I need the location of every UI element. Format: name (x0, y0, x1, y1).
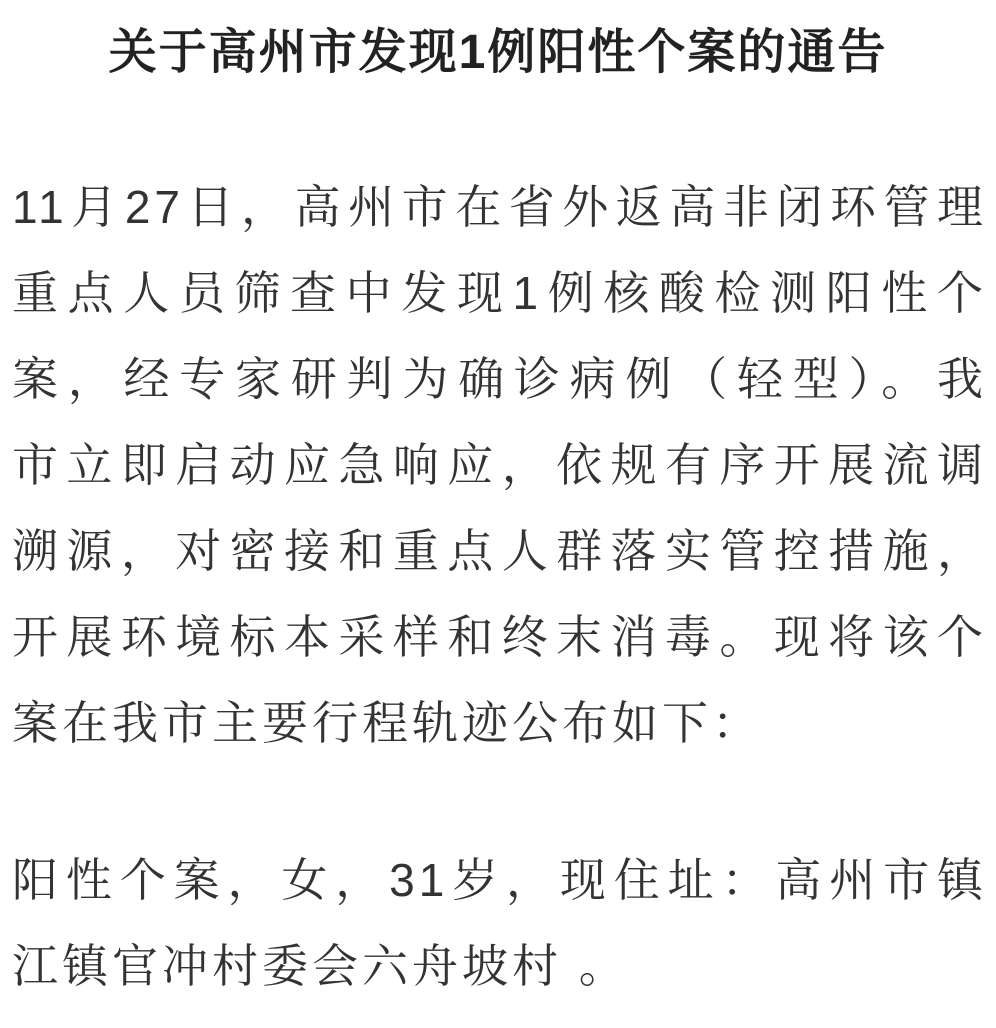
text-line: 阳性个案，女，31岁，现住址：高州市镇 (12, 854, 987, 906)
notice-paragraph-2 (0, 837, 996, 1009)
text-line: 重点人员筛查中发现1例核酸检测阳性个 (12, 267, 987, 319)
notice-paragraph-1 (0, 164, 996, 766)
text-line: 江镇官冲村委会六舟坡村 。 (12, 940, 629, 992)
text-line: 11月27日，高州市在省外返高非闭环管理 (12, 181, 987, 233)
text-line: 案，经专家研判为确诊病例（轻型）。我 (12, 353, 987, 405)
text-line: 案在我市主要行程轨迹公布如下： (12, 697, 762, 749)
text-line: 市立即启动应急响应，依规有序开展流调 (12, 439, 987, 491)
notice-title: 关于高州市发现1例阳性个案的通告 (108, 26, 888, 79)
text-line: 溯源，对密接和重点人群落实管控措施， (12, 525, 987, 577)
text-line: 开展环境标本采样和终末消毒。现将该个 (12, 611, 987, 663)
